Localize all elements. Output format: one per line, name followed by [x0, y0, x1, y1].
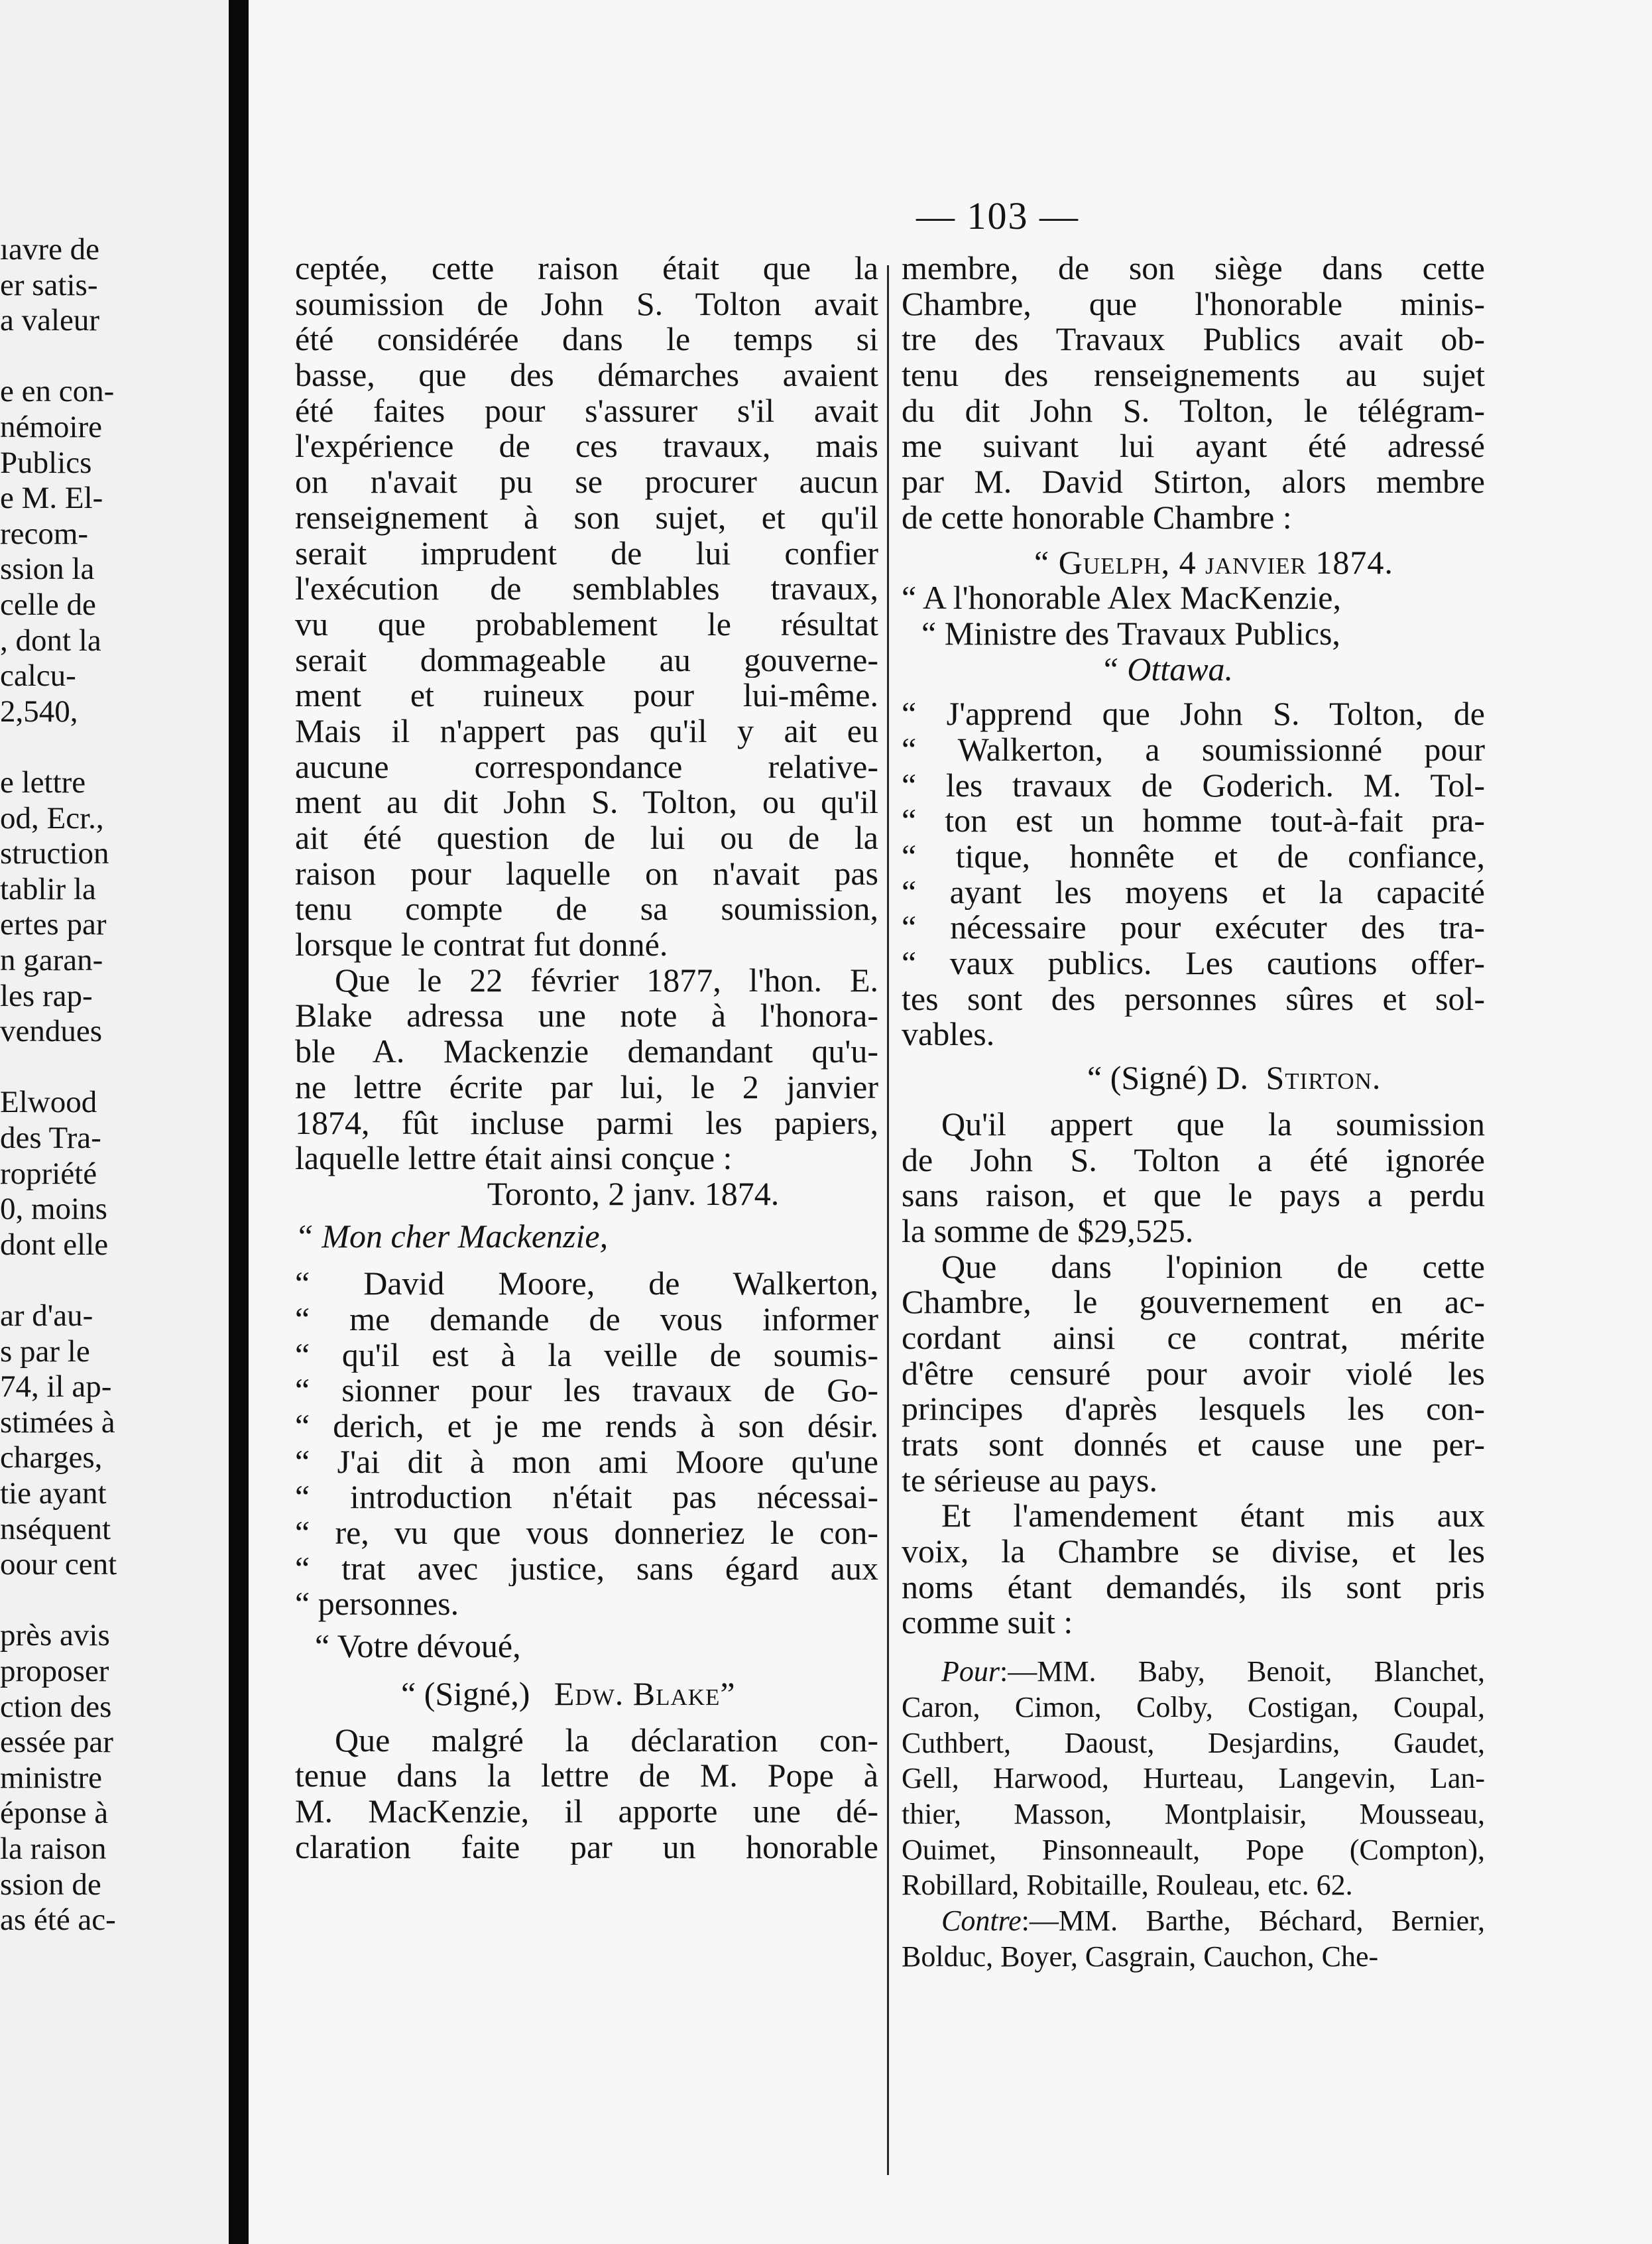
left-page-line: ertes par [0, 907, 107, 942]
text-line: ble A. Mackenzie demandant qu'u- [295, 1034, 878, 1070]
vote-line: Ouimet, Pinsonneault, Pope (Compton), [902, 1833, 1485, 1866]
left-page-line: vendues [0, 1014, 103, 1049]
left-page-line: a valeur [0, 303, 100, 338]
left-page-line: essée par [0, 1725, 113, 1760]
text-line: tre des Travaux Publics avait ob- [902, 322, 1485, 358]
text-line: sans raison, et que le pays a perdu [902, 1178, 1485, 1214]
left-page-line: calcu- [0, 658, 76, 694]
text-line: “ personnes. [295, 1586, 459, 1623]
text-line: ment et ruineux pour lui-même. [295, 678, 878, 714]
text-line: “ ton est un homme tout-à-fait pra- [902, 803, 1485, 839]
left-page-line: e lettre [0, 765, 86, 800]
letter-signature-line [295, 1676, 878, 1712]
text-line: “ Walkerton, a soumissionné pour [902, 731, 1485, 768]
text-line: “ re, vu que vous donneriez le con- [295, 1515, 878, 1551]
telegram-address-line: “ Ottawa. [1100, 651, 1234, 688]
left-page-line: Publics [0, 445, 92, 480]
text-line: claration faite par un honorable [295, 1829, 878, 1865]
paragraph-3 [295, 1723, 878, 1865]
vote-label: Contre [941, 1904, 1022, 1937]
text-line: soumission de John S. Tolton avait [295, 286, 878, 322]
text-line: par M. David Stirton, alors membre [902, 464, 1485, 500]
left-page-line: struction [0, 836, 109, 871]
letter-salutation: “ Mon cher Mackenzie, [295, 1218, 609, 1255]
vote-line [902, 1654, 1485, 1690]
left-page-line: s par le [0, 1334, 90, 1369]
text-line: “ J'ai dit à mon ami Moore qu'une [295, 1444, 878, 1480]
signed-prefix: “ (Signé) D. [1087, 1060, 1248, 1096]
text-line: 1874, fût incluse parmi les papiers, [295, 1105, 878, 1141]
right-column [902, 251, 1485, 1974]
text-line: “ les travaux de Goderich. M. Tol- [902, 767, 1485, 804]
vote-line: Robillard, Robitaille, Rouleau, etc. 62. [902, 1869, 1353, 1902]
text-line: renseignement à son sujet, et qu'il [295, 499, 878, 536]
signature-name: Edw. Blake [554, 1676, 721, 1712]
text-line: Qu'il appert que la soumission [941, 1106, 1485, 1143]
text-line: noms étant demandés, ils sont pris [902, 1569, 1485, 1605]
left-page-line: oour cent [0, 1547, 117, 1582]
text-line: te sérieuse au pays. [902, 1462, 1157, 1499]
paragraph-1 [295, 251, 878, 963]
left-page-line: e en con- [0, 374, 115, 409]
text-line: me suivant lui ayant été adressé [902, 428, 1485, 465]
left-page-line: ar d'au- [0, 1298, 93, 1333]
telegram-body [902, 696, 1485, 1052]
text-line: basse, que des démarches avaient [295, 357, 878, 393]
text-line: tenue dans la lettre de M. Pope à [295, 1758, 878, 1794]
text-line: été considérée dans le temps si [295, 322, 878, 358]
left-page-line: , dont la [0, 623, 101, 658]
text-line: comme suit : [902, 1605, 1073, 1641]
left-page-line: des Tra- [0, 1121, 101, 1155]
text-line: vu que probablement le résultat [295, 606, 878, 643]
signature-name: Stirton. [1266, 1060, 1382, 1096]
left-page-line: 0, moins [0, 1192, 107, 1227]
text-line: serait dommageable au gouverne- [295, 642, 878, 678]
left-page-line: recom- [0, 516, 89, 551]
text-line: ne lettre écrite par lui, le 2 janvier [295, 1069, 878, 1105]
text-line: tenu des renseignements au sujet [902, 357, 1485, 393]
text-line: Mais il n'appert pas qu'il y ait eu [295, 713, 878, 749]
letter-date: Toronto, 2 janv. 1874. [487, 1176, 780, 1212]
text-line: “ ayant les moyens et la capacité [902, 874, 1485, 910]
text-line: “ introduction n'était pas nécessai- [295, 1479, 878, 1516]
paragraph-4 [902, 1498, 1485, 1641]
left-page-line: la raison [0, 1832, 107, 1866]
left-page-fragment [0, 0, 229, 2244]
left-page-line: stimées à [0, 1404, 115, 1440]
text-line: ment au dit John S. Tolton, ou qu'il [295, 784, 878, 820]
left-page-line: éponse à [0, 1796, 109, 1831]
left-page-line: 2,540, [0, 694, 78, 729]
text-line: on n'avait pu se procurer aucun [295, 464, 878, 500]
left-page-line: némoire [0, 410, 102, 444]
left-column [295, 251, 878, 1865]
text-line: “ David Moore, de Walkerton, [295, 1266, 878, 1302]
text-line: “ qu'il est à la veille de soumis- [295, 1337, 878, 1373]
text-line: vables. [902, 1017, 995, 1053]
signed-prefix: “ (Signé,) [401, 1676, 530, 1712]
paragraph-2 [295, 963, 878, 1176]
telegram-place-text: “ Guelph, 4 janvier 1874. [1034, 544, 1393, 581]
text-line: Que le 22 février 1877, l'hon. E. [335, 962, 878, 999]
left-page-line: près avis [0, 1618, 110, 1653]
vote-line: thier, Masson, Montplaisir, Mousseau, [902, 1797, 1485, 1830]
vote-names: :—MM. Baby, Benoit, Blanchet, [1000, 1655, 1485, 1688]
left-page-line: n garan- [0, 943, 103, 977]
vote-names: :—MM. Barthe, Béchard, Bernier, [1021, 1904, 1485, 1937]
left-page-line: ropriété [0, 1156, 97, 1191]
text-line: d'être censuré pour avoir violé les [902, 1355, 1485, 1392]
left-page-line: charges, [0, 1440, 103, 1475]
left-page-line: as été ac- [0, 1902, 116, 1938]
text-line: ait été question de lui ou de la [295, 820, 878, 856]
page-gutter [229, 0, 249, 2244]
left-page-line: dont elle [0, 1227, 109, 1262]
left-page-line: proposer [0, 1654, 109, 1688]
telegram-place [902, 545, 1485, 581]
vote-line [902, 1903, 1485, 1939]
left-page-line: Elwood [0, 1085, 97, 1120]
text-line: lorsque le contrat fut donné. [295, 927, 668, 963]
vote-line: Cuthbert, Daoust, Desjardins, Gaudet, [902, 1726, 1485, 1759]
text-line: cordant ainsi ce contrat, mérite [902, 1320, 1485, 1356]
text-line: la somme de $29,525. [902, 1213, 1194, 1249]
text-line: “ nécessaire pour exécuter des tra- [902, 910, 1485, 946]
text-line: “ me demande de vous informer [295, 1301, 878, 1338]
letter-body [295, 1266, 878, 1622]
page-number: — 103 — [916, 194, 1079, 237]
column-rule [887, 265, 889, 2175]
left-page-line: ministre [0, 1760, 103, 1795]
text-line: Que malgré la déclaration con- [335, 1722, 878, 1759]
text-line: “ trat avec justice, sans égard aux [295, 1550, 878, 1587]
text-line: “ J'apprend que John S. Tolton, de [902, 696, 1485, 732]
text-line: du dit John S. Tolton, le télégram- [902, 393, 1485, 429]
paragraph-2 [902, 1107, 1485, 1249]
text-line: “ derich, et je me rends à son désir. [295, 1408, 878, 1444]
left-page-line: tablir la [0, 871, 96, 906]
left-page-line: od, Ecr., [0, 800, 104, 836]
left-page-line: celle de [0, 588, 96, 622]
left-page-line: nséquent [0, 1511, 111, 1546]
text-line: raison pour laquelle on n'avait pas [295, 855, 878, 892]
text-line: “ vaux publics. Les cautions offer- [902, 946, 1485, 981]
left-page-line: ction des [0, 1689, 112, 1724]
text-line: Blake adressa une note à l'honora- [295, 998, 878, 1034]
vote-line: Gell, Harwood, Hurteau, Langevin, Lan- [902, 1762, 1485, 1795]
left-page-line: er satis- [0, 267, 98, 302]
text-line: Chambre, le gouvernement en ac- [902, 1284, 1485, 1320]
text-line: été faites pour s'assurer s'il avait [295, 393, 878, 429]
text-line: membre, de son siège dans cette [902, 251, 1485, 286]
text-line: l'exécution de semblables travaux, [295, 571, 878, 607]
text-line: ceptée, cette raison était que la [295, 251, 878, 286]
text-line: “ sionner pour les travaux de Go- [295, 1373, 878, 1408]
vote-list [902, 1654, 1485, 1974]
telegram-address [902, 580, 1485, 687]
telegram-address-line: “ Ministre des Travaux Publics, [921, 615, 1340, 652]
signed-suffix: ” [720, 1676, 735, 1712]
left-page-line: ıavre de [0, 232, 100, 267]
vote-line: Caron, Cimon, Colby, Costigan, Coupal, [902, 1690, 1485, 1723]
left-page-line: les rap- [0, 978, 93, 1013]
text-line: serait imprudent de lui confier [295, 535, 878, 572]
telegram-address-line: “ A l'honorable Alex MacKenzie, [902, 580, 1341, 616]
paragraph-1 [902, 251, 1485, 536]
text-line: l'expérience de ces travaux, mais [295, 428, 878, 465]
text-line: Que dans l'opinion de cette [941, 1249, 1485, 1285]
text-line: trats sont donnés et cause une per- [902, 1427, 1485, 1463]
text-line: voix, la Chambre se divise, et les [902, 1534, 1485, 1570]
text-line: aucune correspondance relative- [295, 749, 878, 785]
left-page-line: e M. El- [0, 481, 103, 516]
left-page-line: ssion de [0, 1867, 101, 1902]
text-line: M. MacKenzie, il apporte une dé- [295, 1793, 878, 1830]
left-page-line: tie ayant [0, 1476, 107, 1511]
main-page [249, 0, 1652, 2244]
left-page-line: ssion la [0, 552, 95, 587]
text-line: tes sont des personnes sûres et sol- [902, 981, 1485, 1017]
text-line: tenu compte de sa soumission, [295, 891, 878, 928]
text-line: principes d'après lesquels les con- [902, 1391, 1485, 1427]
text-line: “ tique, honnête et de confiance, [902, 839, 1485, 875]
vote-label: Pour [941, 1655, 1000, 1688]
letter-closing: “ Votre dévoué, [315, 1629, 521, 1664]
text-line: de John S. Tolton a été ignorée [902, 1142, 1485, 1178]
left-page-line: 74, il ap- [0, 1369, 112, 1404]
text-line: Chambre, que l'honorable minis- [902, 286, 1485, 322]
vote-line: Bolduc, Boyer, Casgrain, Cauchon, Che- [902, 1940, 1379, 1973]
paragraph-3 [902, 1249, 1485, 1499]
telegram-signature-line [902, 1060, 1485, 1096]
text-line: laquelle lettre était ainsi conçue : [295, 1141, 733, 1176]
text-line: de cette honorable Chambre : [902, 499, 1292, 536]
text-line: Et l'amendement étant mis aux [941, 1498, 1485, 1534]
